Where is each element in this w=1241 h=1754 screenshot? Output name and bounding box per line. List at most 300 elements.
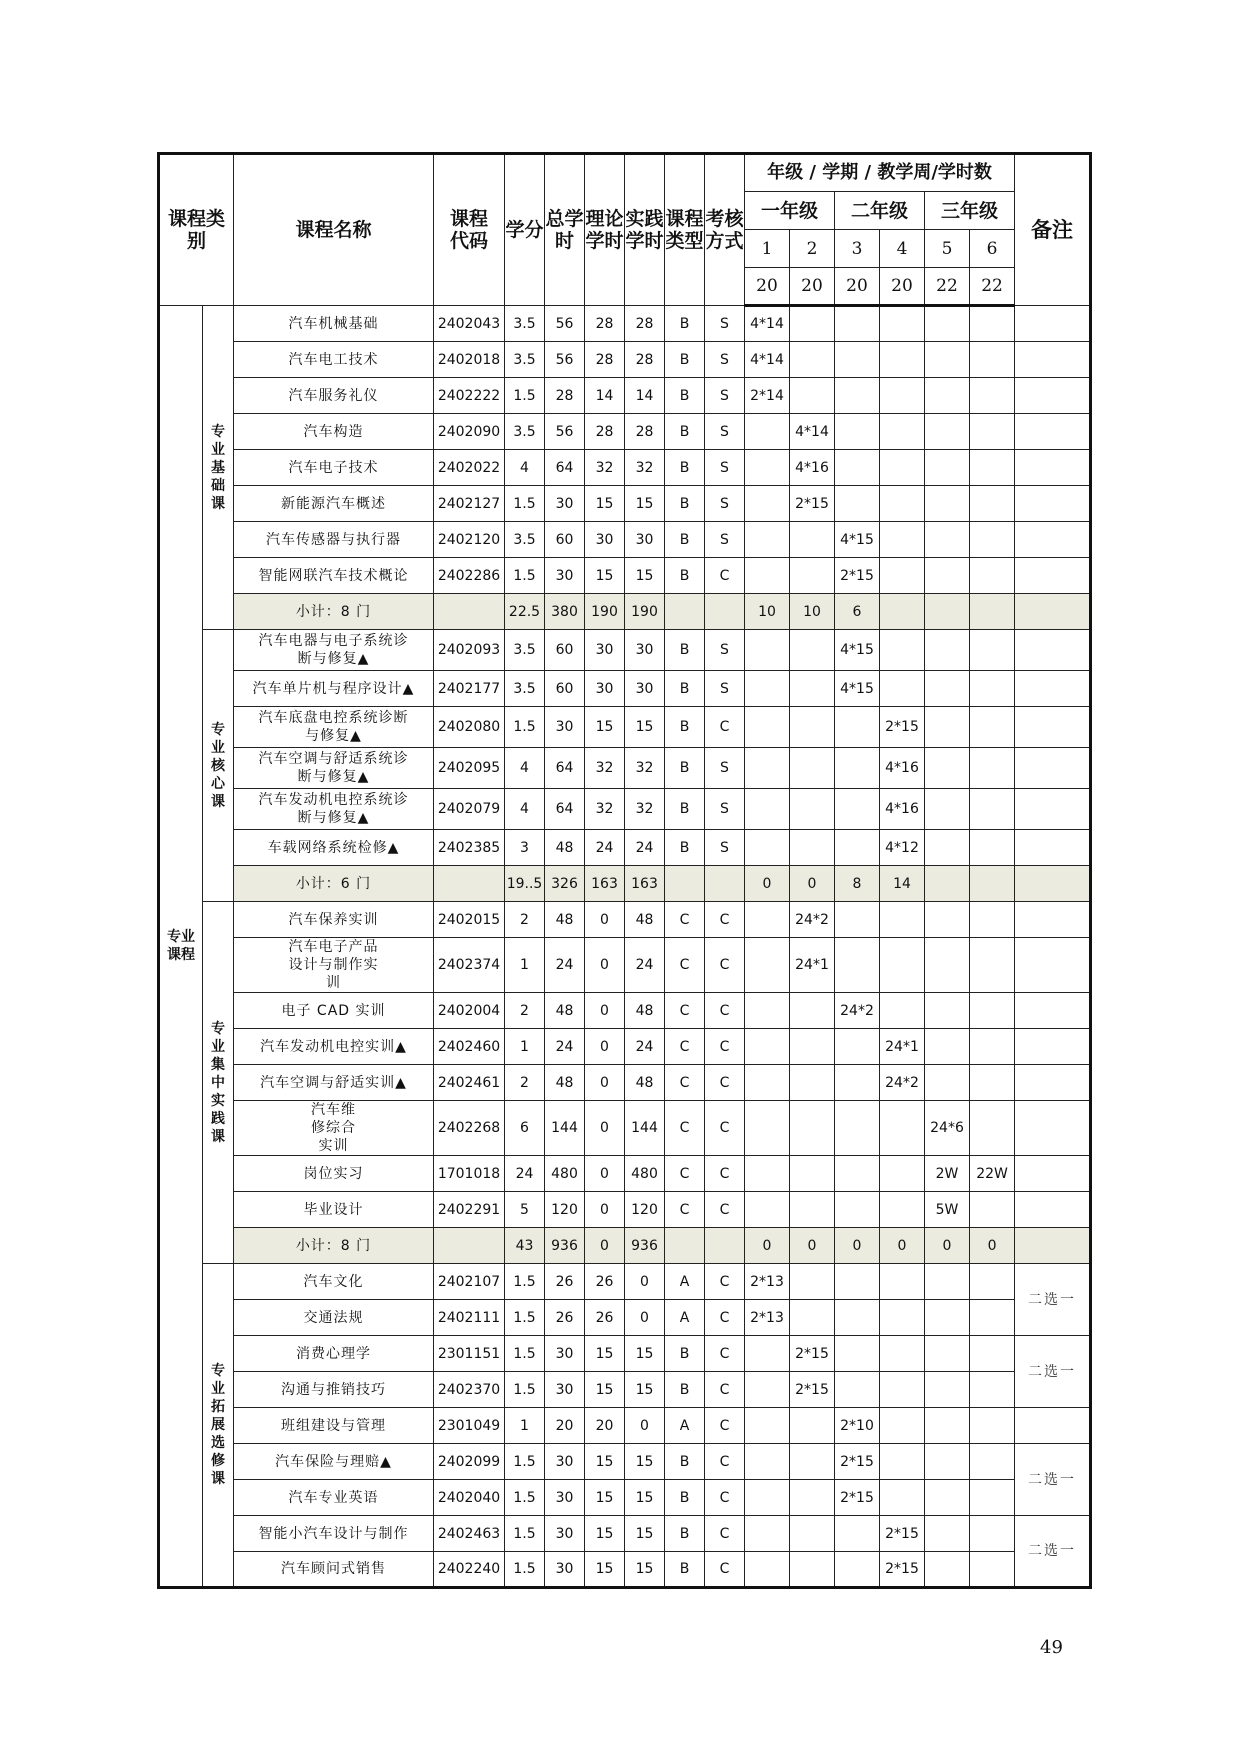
schedule-cell <box>745 938 790 993</box>
schedule-cell <box>925 1552 970 1588</box>
course-value: 30 <box>545 707 585 748</box>
schedule-cell <box>745 902 790 938</box>
schedule-cell <box>880 414 925 450</box>
course-value: 15 <box>585 1552 625 1588</box>
course-value: C <box>665 1029 705 1065</box>
course-name-cell <box>234 1101 434 1156</box>
course-value: 1.5 <box>505 558 545 594</box>
course-value: 30 <box>545 1480 585 1516</box>
schedule-cell <box>790 748 835 789</box>
course-name: 汽车发动机电控系统诊断与修复▲ <box>258 792 409 826</box>
course-value: S <box>705 630 745 671</box>
schedule-cell <box>925 414 970 450</box>
remark-note: 二选一 <box>1015 1336 1091 1408</box>
schedule-cell <box>745 993 790 1029</box>
course-value: C <box>705 1480 745 1516</box>
course-value: C <box>705 1372 745 1408</box>
subtotal-label: 小计：8 门 <box>234 594 434 630</box>
subtotal-value: 380 <box>545 594 585 630</box>
course-value: C <box>665 1156 705 1192</box>
course-value: 0 <box>585 938 625 993</box>
course-value: C <box>705 938 745 993</box>
schedule-cell <box>925 1444 970 1480</box>
course-name-cell <box>234 342 434 378</box>
table-row <box>159 1156 1091 1192</box>
schedule-cell <box>880 671 925 707</box>
course-name-cell <box>234 1300 434 1336</box>
schedule-cell: 2*15 <box>880 1516 925 1552</box>
course-value: B <box>665 522 705 558</box>
course-name: 汽车电工技术 <box>288 351 379 368</box>
schedule-cell <box>970 1336 1015 1372</box>
header-schedule-title: 年级 / 学期 / 教学周/学时数 <box>745 154 1015 192</box>
course-value: 64 <box>545 748 585 789</box>
course-value: 1.5 <box>505 1480 545 1516</box>
course-name-cell <box>234 1192 434 1228</box>
schedule-cell <box>790 1408 835 1444</box>
table-row <box>159 707 1091 748</box>
table-row <box>159 1065 1091 1101</box>
course-name-cell <box>234 671 434 707</box>
schedule-cell <box>745 1101 790 1156</box>
header-grade-3: 三年级 <box>925 192 1015 230</box>
course-value: 28 <box>585 414 625 450</box>
schedule-cell: 2*15 <box>835 558 880 594</box>
course-value: B <box>665 414 705 450</box>
schedule-cell <box>970 1552 1015 1588</box>
schedule-cell <box>970 1029 1015 1065</box>
course-value: C <box>705 1264 745 1300</box>
course-value: A <box>665 1264 705 1300</box>
schedule-cell <box>745 789 790 830</box>
schedule-cell <box>970 450 1015 486</box>
header-weeks: 20 <box>790 268 835 306</box>
course-value: 30 <box>585 522 625 558</box>
course-code: 1701018 <box>434 1156 505 1192</box>
course-value: S <box>705 414 745 450</box>
schedule-cell <box>835 748 880 789</box>
course-value: B <box>665 306 705 342</box>
group-foundation-label <box>203 306 234 630</box>
course-name: 毕业设计 <box>303 1201 364 1218</box>
subtotal-value <box>705 594 745 630</box>
schedule-cell <box>790 993 835 1029</box>
course-code: 2301151 <box>434 1336 505 1372</box>
remark-cell <box>1015 1029 1091 1065</box>
schedule-cell <box>835 1065 880 1101</box>
table-row <box>159 1336 1091 1372</box>
schedule-cell: 4*12 <box>880 830 925 866</box>
remark-note: 二选一 <box>1015 1264 1091 1336</box>
table-row <box>159 450 1091 486</box>
schedule-cell <box>790 789 835 830</box>
course-name-cell <box>234 1408 434 1444</box>
subtotal-value: 43 <box>505 1228 545 1264</box>
table-row <box>159 630 1091 671</box>
table-row <box>159 1372 1091 1408</box>
course-value: 0 <box>585 1156 625 1192</box>
schedule-cell <box>880 378 925 414</box>
schedule-cell <box>835 1372 880 1408</box>
course-value: 15 <box>585 1444 625 1480</box>
course-name-cell <box>234 306 434 342</box>
header-semester: 2 <box>790 230 835 268</box>
course-value: 48 <box>545 1065 585 1101</box>
remark-cell <box>1015 1065 1091 1101</box>
header-weeks: 20 <box>745 268 790 306</box>
schedule-cell <box>925 1029 970 1065</box>
course-value: C <box>705 1156 745 1192</box>
schedule-cell: 4*15 <box>835 671 880 707</box>
course-value: 56 <box>545 306 585 342</box>
schedule-cell <box>880 1336 925 1372</box>
course-name-cell <box>234 1156 434 1192</box>
course-value: 1.5 <box>505 1300 545 1336</box>
schedule-cell <box>970 789 1015 830</box>
course-name: 汽车空调与舒适实训▲ <box>260 1074 407 1091</box>
remark-cell <box>1015 1408 1091 1444</box>
course-value: 30 <box>625 630 665 671</box>
course-value: 15 <box>625 1516 665 1552</box>
course-value: 1.5 <box>505 1264 545 1300</box>
table-row <box>159 748 1091 789</box>
table-row <box>159 1552 1091 1588</box>
course-value: A <box>665 1408 705 1444</box>
schedule-cell: 4*15 <box>835 522 880 558</box>
subtotal-value <box>665 594 705 630</box>
group-name: 专业核心课 <box>211 721 225 810</box>
course-value: B <box>665 1552 705 1588</box>
subtotal-value <box>665 1228 705 1264</box>
group-practice-label <box>203 902 234 1264</box>
schedule-cell <box>745 1516 790 1552</box>
schedule-cell <box>790 1444 835 1480</box>
top-category-cell <box>159 306 203 1588</box>
table-row <box>159 1264 1091 1300</box>
schedule-cell: 2*15 <box>790 1336 835 1372</box>
course-value: 4 <box>505 450 545 486</box>
schedule-cell: 2*13 <box>745 1300 790 1336</box>
schedule-cell <box>745 1029 790 1065</box>
course-name: 汽车顾问式销售 <box>281 1561 386 1577</box>
course-value: C <box>705 1065 745 1101</box>
schedule-cell <box>880 1192 925 1228</box>
schedule-cell: 5W <box>925 1192 970 1228</box>
course-name: 电子 CAD 实训 <box>281 1002 386 1019</box>
course-name-cell <box>234 1065 434 1101</box>
course-name-cell <box>234 1480 434 1516</box>
course-value: 64 <box>545 789 585 830</box>
table-row <box>159 1029 1091 1065</box>
course-value: 48 <box>625 902 665 938</box>
course-value: 0 <box>585 1065 625 1101</box>
table-row <box>159 1480 1091 1516</box>
course-code: 2402107 <box>434 1264 505 1300</box>
schedule-cell <box>970 558 1015 594</box>
schedule-cell <box>970 378 1015 414</box>
course-code: 2402018 <box>434 342 505 378</box>
course-code: 2402286 <box>434 558 505 594</box>
course-value: 30 <box>625 522 665 558</box>
subtotal-row <box>159 866 1091 902</box>
schedule-cell <box>790 1516 835 1552</box>
course-value: 60 <box>545 671 585 707</box>
course-value: 15 <box>585 1480 625 1516</box>
course-value: C <box>705 993 745 1029</box>
course-name: 汽车电子产品设计与制作实训 <box>288 939 379 991</box>
course-value: 2 <box>505 1065 545 1101</box>
course-value: 30 <box>545 1516 585 1552</box>
header-theory-hours: 理论学时 <box>585 154 625 306</box>
course-value: 3.5 <box>505 342 545 378</box>
remark-cell <box>1015 450 1091 486</box>
course-name: 汽车服务礼仪 <box>288 387 379 404</box>
schedule-cell <box>745 1192 790 1228</box>
course-value: 14 <box>585 378 625 414</box>
schedule-cell <box>880 342 925 378</box>
course-code: 2402004 <box>434 993 505 1029</box>
schedule-cell <box>880 630 925 671</box>
course-code: 2402095 <box>434 748 505 789</box>
course-name: 岗位实习 <box>303 1165 364 1182</box>
course-name: 新能源汽车概述 <box>281 495 386 512</box>
subtotal-value <box>970 866 1015 902</box>
table-row <box>159 414 1091 450</box>
schedule-cell <box>790 1156 835 1192</box>
subtotal-value: 10 <box>745 594 790 630</box>
course-name-cell <box>234 1264 434 1300</box>
subtotal-value <box>705 1228 745 1264</box>
course-value: C <box>705 1444 745 1480</box>
course-value: S <box>705 830 745 866</box>
subtotal-value <box>434 866 505 902</box>
course-value: 48 <box>625 1065 665 1101</box>
table-row <box>159 1444 1091 1480</box>
schedule-cell: 4*16 <box>790 450 835 486</box>
schedule-cell <box>835 342 880 378</box>
schedule-cell <box>745 450 790 486</box>
course-name: 汽车维修综合实训 <box>311 1102 356 1154</box>
course-value: 3.5 <box>505 630 545 671</box>
course-value: 480 <box>625 1156 665 1192</box>
course-value: 120 <box>545 1192 585 1228</box>
subtotal-value: 0 <box>970 1228 1015 1264</box>
course-value: S <box>705 671 745 707</box>
course-name-cell <box>234 938 434 993</box>
schedule-cell: 2*10 <box>835 1408 880 1444</box>
schedule-cell <box>880 306 925 342</box>
top-category-label: 专业课程 <box>167 929 195 963</box>
schedule-cell <box>880 993 925 1029</box>
header-weeks: 20 <box>835 268 880 306</box>
subtotal-label: 小计：6 门 <box>234 866 434 902</box>
subtotal-value: 6 <box>835 594 880 630</box>
header-semester: 3 <box>835 230 880 268</box>
course-value: 32 <box>625 748 665 789</box>
remark-cell <box>1015 748 1091 789</box>
schedule-cell <box>925 1336 970 1372</box>
schedule-cell <box>970 1444 1015 1480</box>
schedule-cell: 2*15 <box>790 1372 835 1408</box>
schedule-cell <box>925 1480 970 1516</box>
subtotal-value <box>434 594 505 630</box>
subtotal-row <box>159 594 1091 630</box>
course-value: 0 <box>585 1101 625 1156</box>
course-name: 汽车电器与电子系统诊断与修复▲ <box>258 633 409 667</box>
schedule-cell <box>925 1372 970 1408</box>
table-row <box>159 486 1091 522</box>
course-name: 汽车保养实训 <box>288 911 379 928</box>
course-value: C <box>705 902 745 938</box>
course-value: 48 <box>545 830 585 866</box>
header-name: 课程名称 <box>234 154 434 306</box>
course-value: 0 <box>625 1300 665 1336</box>
schedule-cell <box>835 1552 880 1588</box>
course-name: 车载网络系统检修▲ <box>267 839 400 856</box>
schedule-cell <box>925 671 970 707</box>
course-code: 2402111 <box>434 1300 505 1336</box>
subtotal-value: 163 <box>625 866 665 902</box>
course-value: B <box>665 630 705 671</box>
schedule-cell <box>835 938 880 993</box>
schedule-cell <box>970 1264 1015 1300</box>
table-row <box>159 342 1091 378</box>
schedule-cell <box>790 306 835 342</box>
schedule-cell <box>745 558 790 594</box>
course-code: 2402120 <box>434 522 505 558</box>
course-value: C <box>705 707 745 748</box>
course-value: C <box>665 1065 705 1101</box>
remark-cell <box>1015 866 1091 902</box>
schedule-cell <box>925 1300 970 1336</box>
table-row <box>159 830 1091 866</box>
table-row <box>159 1516 1091 1552</box>
course-value: 24 <box>545 1029 585 1065</box>
subtotal-value: 14 <box>880 866 925 902</box>
subtotal-value <box>880 594 925 630</box>
schedule-cell <box>970 1408 1015 1444</box>
header-total-hours: 总学时 <box>545 154 585 306</box>
course-value: 28 <box>625 342 665 378</box>
course-value: A <box>665 1300 705 1336</box>
table-row <box>159 671 1091 707</box>
course-value: C <box>705 1192 745 1228</box>
course-value: 15 <box>625 1552 665 1588</box>
schedule-cell: 2*15 <box>790 486 835 522</box>
schedule-cell <box>790 558 835 594</box>
subtotal-value: 0 <box>790 1228 835 1264</box>
table-body <box>159 306 1091 1588</box>
schedule-cell <box>925 789 970 830</box>
course-value: 24 <box>625 830 665 866</box>
course-value: 0 <box>585 902 625 938</box>
schedule-cell: 2*15 <box>835 1480 880 1516</box>
schedule-cell: 24*6 <box>925 1101 970 1156</box>
course-name-cell <box>234 1029 434 1065</box>
course-value: 3.5 <box>505 414 545 450</box>
course-name: 汽车传感器与执行器 <box>266 531 401 548</box>
course-name: 沟通与推销技巧 <box>281 1381 386 1398</box>
schedule-cell <box>745 1444 790 1480</box>
remark-cell <box>1015 594 1091 630</box>
schedule-cell <box>745 1372 790 1408</box>
course-value: B <box>665 342 705 378</box>
schedule-cell <box>835 789 880 830</box>
schedule-cell <box>925 306 970 342</box>
schedule-cell <box>745 830 790 866</box>
course-code: 2402127 <box>434 486 505 522</box>
remark-note: 二选一 <box>1015 1516 1091 1588</box>
subtotal-value: 0 <box>880 1228 925 1264</box>
table-row <box>159 993 1091 1029</box>
course-value: 48 <box>625 993 665 1029</box>
schedule-cell <box>925 1408 970 1444</box>
schedule-cell: 2*13 <box>745 1264 790 1300</box>
curriculum-table <box>157 152 1092 1589</box>
course-code: 2402043 <box>434 306 505 342</box>
schedule-cell <box>880 558 925 594</box>
course-name: 汽车电子技术 <box>288 459 379 476</box>
course-value: 26 <box>585 1300 625 1336</box>
table-row <box>159 558 1091 594</box>
remark-cell <box>1015 306 1091 342</box>
course-value: 15 <box>585 1372 625 1408</box>
schedule-cell <box>970 1192 1015 1228</box>
course-value: 32 <box>585 450 625 486</box>
group-name: 专业集中实践课 <box>211 1020 225 1145</box>
schedule-cell <box>790 671 835 707</box>
course-value: 120 <box>625 1192 665 1228</box>
schedule-cell <box>790 830 835 866</box>
schedule-cell <box>835 1336 880 1372</box>
header-weeks: 22 <box>925 268 970 306</box>
remark-cell <box>1015 630 1091 671</box>
schedule-cell <box>925 1516 970 1552</box>
schedule-cell <box>790 342 835 378</box>
schedule-cell <box>745 414 790 450</box>
group-name: 专业拓展选修课 <box>211 1363 225 1487</box>
course-value: B <box>665 1480 705 1516</box>
course-value: 5 <box>505 1192 545 1228</box>
course-value: 15 <box>625 1480 665 1516</box>
course-value: 15 <box>585 707 625 748</box>
course-code: 2402460 <box>434 1029 505 1065</box>
subtotal-value: 22.5 <box>505 594 545 630</box>
course-value: 30 <box>545 486 585 522</box>
schedule-cell: 24*2 <box>790 902 835 938</box>
course-value: 2 <box>505 902 545 938</box>
course-name: 汽车保险与理赔▲ <box>275 1453 392 1470</box>
schedule-cell <box>790 1192 835 1228</box>
subtotal-value: 8 <box>835 866 880 902</box>
course-value: 24 <box>545 938 585 993</box>
subtotal-value <box>434 1228 505 1264</box>
course-name: 班组建设与管理 <box>281 1417 386 1434</box>
course-code: 2402080 <box>434 707 505 748</box>
schedule-cell <box>925 830 970 866</box>
schedule-cell: 4*14 <box>745 306 790 342</box>
course-value: B <box>665 450 705 486</box>
course-value: 56 <box>545 414 585 450</box>
schedule-cell <box>745 671 790 707</box>
table-row <box>159 306 1091 342</box>
course-value: 24 <box>625 938 665 993</box>
course-name: 汽车构造 <box>303 423 364 440</box>
subtotal-value <box>925 594 970 630</box>
course-value: 30 <box>545 1372 585 1408</box>
course-name: 汽车文化 <box>303 1273 364 1290</box>
schedule-cell <box>925 378 970 414</box>
